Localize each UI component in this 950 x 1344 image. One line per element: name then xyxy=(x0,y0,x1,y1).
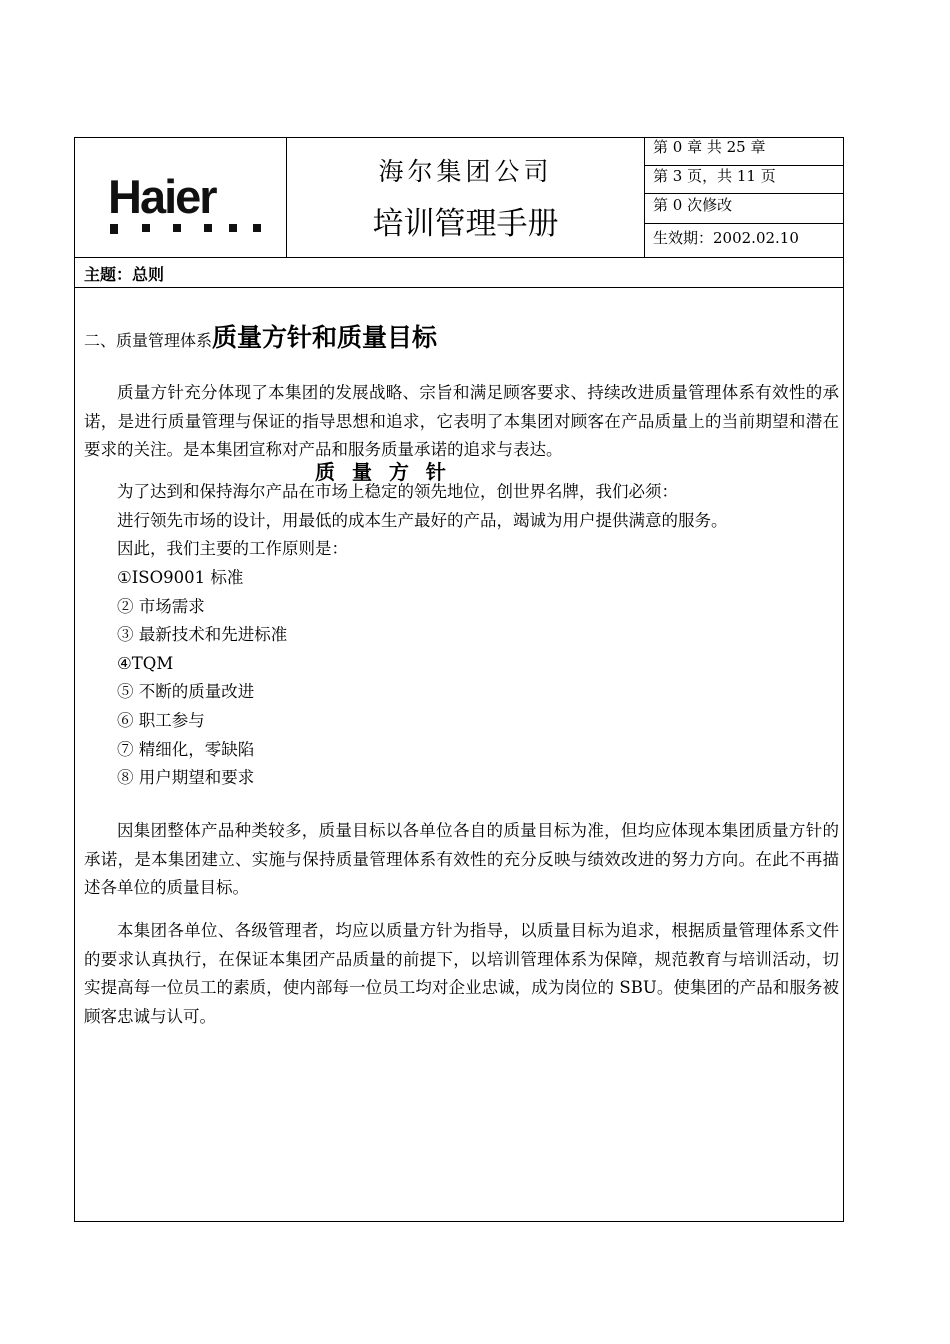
policy-line: 进行领先市场的设计，用最低的成本生产最好的产品，竭诚为用户提供满意的服务。 xyxy=(117,511,728,530)
policy-line: 因此，我们主要的工作原则是： xyxy=(117,539,348,558)
principle-item: ② 市场需求 xyxy=(117,597,205,616)
principle-item: ③ 最新技术和先进标准 xyxy=(117,625,288,644)
principle-item: ⑤ 不断的质量改进 xyxy=(117,682,255,701)
chapter-text: 第 0 章 共 25 章 xyxy=(653,138,766,156)
principle-item: ①ISO9001 标准 xyxy=(117,568,244,587)
paragraph-quality-objectives: 因集团整体产品种类较多，质量目标以各单位各自的质量目标为准，但均应体现本集团质量方针的承诺，是本集团建立、实施与保持质量管理体系有效性的充分反映与绩效改进的努力方向。在此不再描述各单位的质量目标。 xyxy=(84,821,839,897)
principle-item: ⑦ 精细化，零缺陷 xyxy=(117,740,255,759)
logo-dot xyxy=(229,224,237,232)
policy-line: 为了达到和保持海尔产品在市场上稳定的领先地位，创世界名牌，我们必须： xyxy=(117,482,678,501)
logo-dots xyxy=(110,224,262,234)
page-info xyxy=(645,166,844,194)
paragraph-management: 本集团各单位、各级管理者，均应以质量方针为指导，以质量目标为追求，根据质量管理体系文件的要求认真执行，在保证本集团产品质量的前提下，以培训管理体系为保障，规范教育与培训活动，切实提高每一位员工的素质，使内部每一位员工均对企业忠诚，成为岗位的 SBU。使集团的产品和服务被顾客忠诚与认可。 xyxy=(84,921,839,1026)
logo-dot xyxy=(110,224,118,234)
manual-title: 培训管理手册 xyxy=(372,206,559,242)
header-table xyxy=(75,138,843,258)
section-prefix: 二、质量管理体系 xyxy=(84,331,213,350)
meta-cell xyxy=(645,138,844,257)
subject-row xyxy=(75,258,843,288)
paragraph-policy-intro: 质量方针充分体现了本集团的发展战略、宗旨和满足顾客要求、持续改进质量管理体系有效性的承诺，是进行质量管理与保证的指导思想和追求，它表明了本集团对顾客在产品质量上的当前期望和潜在要求的关注。是本集团宣称对产品和服务质量承诺的追求与表达。 xyxy=(84,383,839,459)
section-title: 质量方针和质量目标 xyxy=(212,323,438,352)
logo-dot xyxy=(173,224,181,232)
effective-date-text: 生效期：2002.02.10 xyxy=(653,229,799,247)
revision-text: 第 0 次修改 xyxy=(653,196,733,214)
revision-info xyxy=(645,194,844,224)
logo-dot xyxy=(253,224,261,232)
effective-date-info xyxy=(645,224,844,257)
principle-item: ⑧ 用户期望和要求 xyxy=(117,768,255,787)
page-text: 第 3 页，共 11 页 xyxy=(653,167,776,185)
principle-item: ⑥ 职工参与 xyxy=(117,711,205,730)
section-heading xyxy=(84,318,437,354)
company-name: 海尔集团公司 xyxy=(378,157,553,186)
policy-title: 质 量 方 针 xyxy=(315,460,451,484)
logo-dot xyxy=(142,224,150,232)
principle-item: ④TQM xyxy=(117,654,174,673)
title-cell xyxy=(287,138,645,257)
document-frame xyxy=(74,137,844,1222)
haier-logo xyxy=(108,172,270,236)
logo-cell xyxy=(75,138,287,257)
chapter-info xyxy=(645,138,844,166)
subject-label: 主题：总则 xyxy=(84,265,165,284)
haier-logo-text: Haier xyxy=(108,170,216,223)
logo-dot xyxy=(204,224,212,232)
